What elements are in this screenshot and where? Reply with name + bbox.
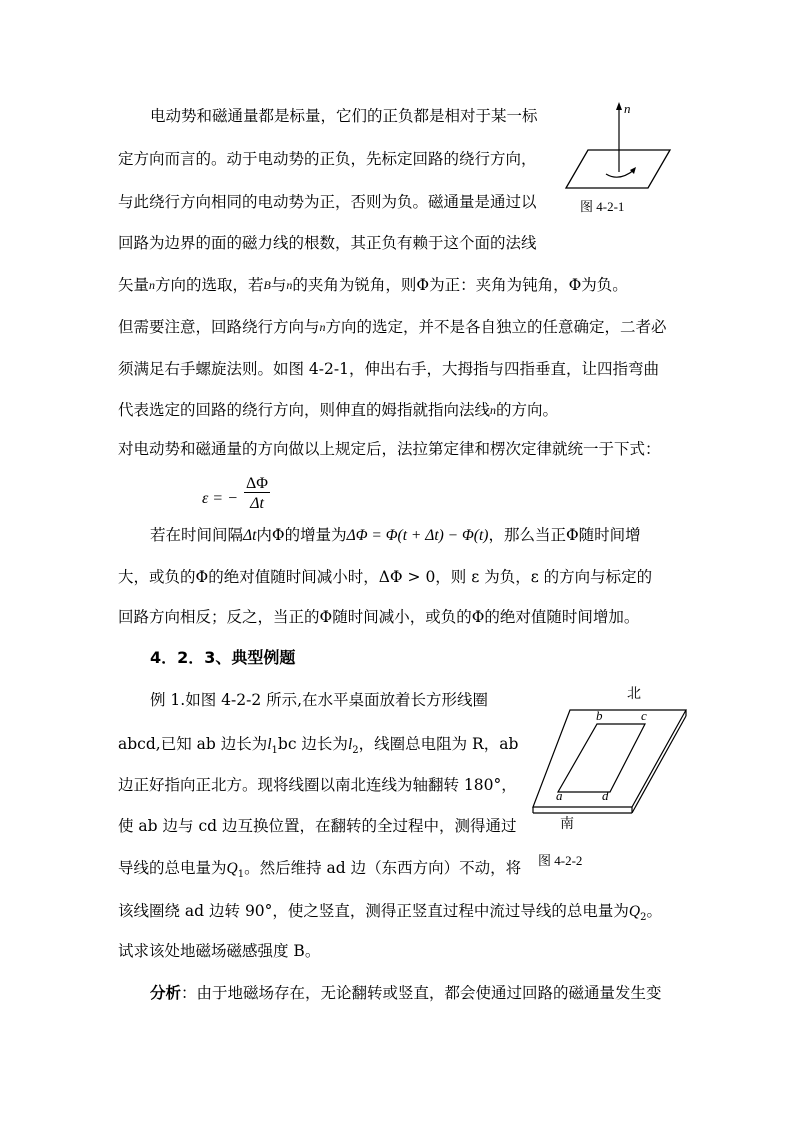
p1-text: 矢量: [118, 276, 150, 294]
q2-subscript: 2: [640, 912, 647, 924]
formula-lhs: ε = −: [202, 490, 238, 507]
example-line-4: 使 ab 边与 cd 边互换位置，在翻转的全过程中，测得通过: [118, 817, 517, 835]
corner-a-label: a: [556, 788, 563, 803]
p2-line-2: 大，或负的Φ的绝对值随时间减小时，ΔΦ > 0，则 ε 为负，ε 的方向与标定的: [118, 568, 653, 586]
example-text: 导线的总电量为: [118, 859, 227, 877]
coil-abcd: [558, 724, 645, 792]
example-text: ，线圈总电阻为 R，ab: [358, 735, 519, 753]
figure-4-2-2: [530, 680, 690, 832]
example-line-7: 试求该处地磁场磁感强度 B。: [118, 942, 321, 960]
vector-B-symbol: B: [263, 278, 271, 292]
normal-arrow-head-icon: [616, 102, 622, 110]
figure-4-2-1-caption: 图 4-2-1: [580, 199, 625, 214]
corner-b-label: b: [596, 708, 603, 723]
vector-n-symbol: n: [319, 320, 326, 334]
north-label: 北: [627, 686, 641, 702]
q1-subscript: 1: [237, 869, 245, 881]
p1-text: 的方向。: [496, 401, 559, 419]
analysis-line: [150, 986, 662, 1002]
p1-line-2: 定方向而言的。动于电动势的正负，先标定回路的绕行方向，: [118, 150, 537, 168]
vector-n-symbol: n: [286, 278, 293, 292]
q2-symbol: Q: [628, 903, 641, 920]
example-line-1: 例 1.如图 4-2-2 所示,在水平桌面放着长方形线圈: [150, 691, 489, 709]
example-line-2: [118, 737, 518, 756]
loop-plane: [566, 150, 670, 188]
table-edge: [632, 716, 686, 813]
south-label: 南: [560, 816, 574, 832]
p2-line-3: 回路方向相反；反之，当正的Φ随时间减小，或负的Φ的绝对值随时间增加。: [118, 608, 640, 626]
p1-line-9: 对电动势和磁通量的方向做以上规定后，法拉第定律和楞次定律就统一于下式：: [118, 440, 661, 458]
formula-denominator: Δt: [250, 495, 264, 512]
p2-text: 若在时间间隔: [150, 526, 244, 544]
l1-subscript: 1: [271, 745, 278, 757]
p1-text: 方向的选定，并不是各自独立的任意确定，二者必: [325, 318, 667, 336]
formula-numerator: ΔΦ: [246, 475, 268, 492]
example-line-5: [118, 861, 521, 880]
corner-c-label: c: [641, 708, 647, 723]
example-text: 该线圈绕 ad 边转 90°，使之竖直，测得正竖直过程中流过导线的总电量为: [118, 902, 629, 920]
example-text: 。然后维持 ad 边（东西方向）不动，将: [244, 859, 522, 877]
figure-4-2-2-caption: 图 4-2-2: [538, 853, 583, 868]
p1-line-3: 与此绕行方向相同的电动势为正，否则为负。磁通量是通过以: [118, 193, 537, 211]
example-line-3: 边正好指向正北方。现将线圈以南北连线为轴翻转 180°，: [118, 776, 517, 794]
figure-4-2-1: [560, 100, 680, 210]
p1-text: 但需要注意，回路绕行方向与: [118, 318, 320, 336]
p1-line-6: [118, 320, 667, 336]
p1-text: 的夹角为锐角，则Φ为正：夹角为钝角，Φ为负。: [292, 276, 628, 294]
analysis-text: ：由于地磁场存在，无论翻转或竖直，都会使通过回路的磁通量发生变: [181, 984, 662, 1002]
corner-d-label: d: [602, 788, 609, 803]
l2-subscript: 2: [352, 745, 359, 757]
l2-symbol: l: [347, 736, 353, 753]
l1-symbol: l: [267, 736, 272, 753]
vector-n-symbol: n: [149, 278, 156, 292]
p1-line-1: 电动势和磁通量都是标量，它们的正负都是相对于某一标: [150, 107, 538, 125]
p1-line-4: 回路为边界的面的磁力线的根数，其正负有赖于这个面的法线: [118, 234, 537, 252]
p1-line-8: [118, 403, 558, 419]
section-heading: 4．2．3、典型例题: [150, 648, 296, 667]
example-text: abcd,已知 ab 边长为: [118, 735, 268, 753]
p1-line-5: [118, 278, 628, 294]
p2-text: 内Φ的增量为: [256, 526, 347, 544]
p1-text: 代表选定的回路的绕行方向，则伸直的姆指就指向法线: [118, 401, 491, 419]
rotation-arc: [606, 170, 634, 177]
p1-line-7: 须满足右手螺旋法则。如图 4-2-1，伸出右手，大拇指与四指垂直，让四指弯曲: [118, 360, 659, 378]
q1-symbol: Q: [226, 860, 238, 877]
p2-line-1: [150, 528, 641, 544]
p2-text: ，那么当正Φ随时间增: [488, 526, 641, 544]
normal-label: n: [624, 101, 631, 116]
example-line-6: [118, 904, 662, 923]
p1-text: 方向的选取，若: [155, 276, 264, 294]
fraction-bar: [244, 492, 270, 493]
delta-t-symbol: Δt: [243, 527, 257, 544]
p1-text: 与: [270, 276, 287, 294]
example-text: bc 边长为: [277, 735, 348, 753]
analysis-label: 分析: [150, 984, 182, 1002]
example-text: 。: [646, 902, 663, 920]
delta-phi-formula: ΔΦ = Φ(t + Δt) − Φ(t): [346, 527, 489, 544]
vector-n-symbol: n: [490, 403, 497, 417]
